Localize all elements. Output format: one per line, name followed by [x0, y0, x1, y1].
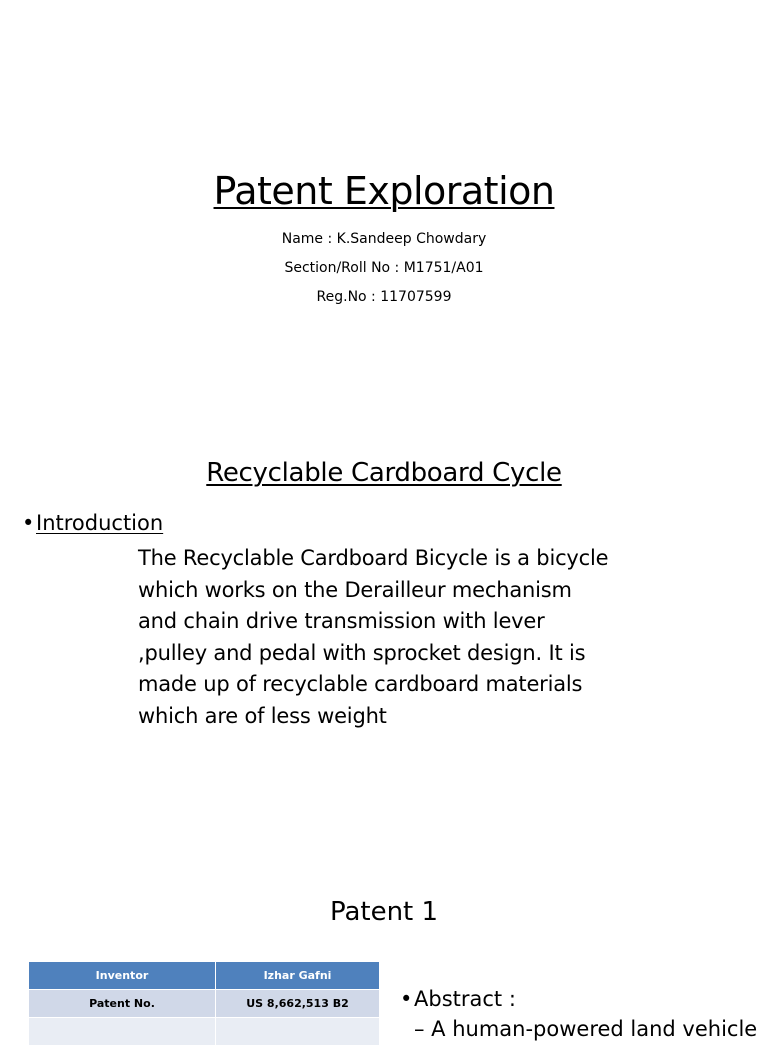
table-cell: [216, 1018, 380, 1046]
section-roll-number: Section/Roll No : M1751/A01: [284, 260, 484, 276]
paragraph-line: which are of less weight: [138, 703, 387, 728]
introduction-paragraph: [138, 543, 698, 732]
table-cell: [29, 1018, 216, 1046]
table-cell: Inventor: [29, 962, 216, 990]
abstract-text: – A human-powered land vehicle: [414, 1017, 758, 1041]
slide-title: Patent 1: [329, 897, 439, 927]
abstract-heading: Abstract :: [414, 987, 516, 1011]
author-name: Name : K.Sandeep Chowdary: [281, 231, 487, 247]
patent-slide: [0, 865, 768, 1041]
paragraph-line: The Recyclable Cardboard Bicycle is a bicycle: [138, 546, 609, 570]
paragraph-line: which works on the Derailleur mechanism: [138, 577, 572, 602]
introduction-heading: Introduction: [36, 511, 164, 535]
bullet-icon: •: [400, 987, 413, 1011]
presentation-title: Patent Exploration: [213, 169, 555, 213]
table-cell: Izhar Gafni: [216, 962, 380, 990]
abstract-bullet: [400, 985, 516, 1013]
registration-number: Reg.No : 11707599: [316, 289, 452, 305]
table-header-row: [29, 962, 380, 990]
slide-title: Recyclable Cardboard Cycle: [206, 458, 562, 488]
patent-details-table: [28, 961, 380, 1046]
table-row: [29, 1018, 380, 1046]
title-slide: [0, 0, 768, 420]
introduction-slide: [0, 420, 768, 865]
table-row: [29, 990, 380, 1018]
introduction-bullet: [22, 509, 163, 537]
paragraph-line: made up of recyclable cardboard materials: [138, 672, 583, 696]
paragraph-line: ,pulley and pedal with sprocket design. It is: [138, 640, 586, 665]
paragraph-line: and chain drive transmission with lever: [138, 609, 545, 633]
table-cell: US 8,662,513 B2: [216, 990, 380, 1018]
bullet-icon: •: [22, 511, 35, 535]
table-cell: Patent No.: [29, 990, 216, 1018]
